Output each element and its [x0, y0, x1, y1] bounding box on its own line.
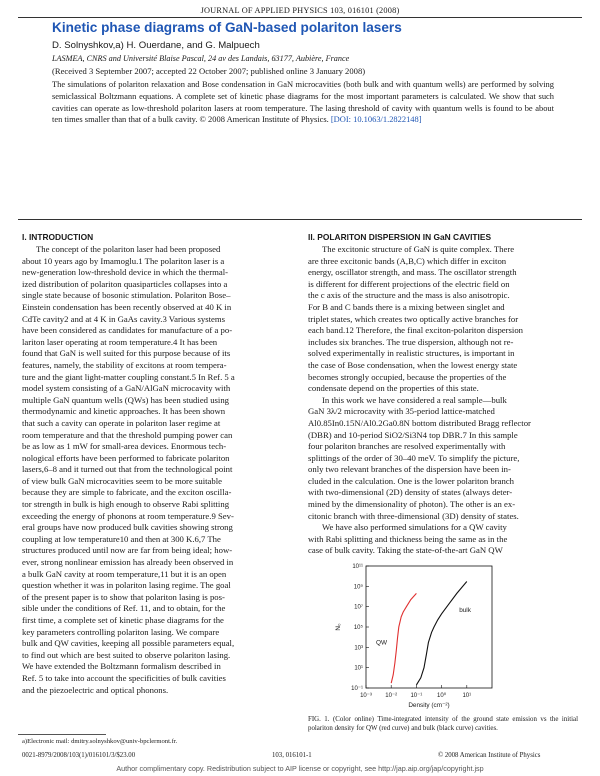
- text-line: new-generation low-threshold device in which the thermal-: [22, 267, 229, 278]
- copyright-bar: Author complimentary copy. Redistribution subject to AIP license or copyright, see http://jap.aip.org/jap/copyright.jsp: [116, 764, 484, 773]
- text-line: CdTe cavity2 and at 4 K in GaAs cavity.3 Various systems: [22, 313, 226, 324]
- text-line: For B and C bands there is a mixing between singlet and: [308, 301, 505, 312]
- text-line: ture and the giant light-matter coupling constant.5 In Ref. 5 a: [22, 371, 235, 382]
- text-line: lariton laser operating at room temperature.4 It has been: [22, 336, 218, 347]
- text-line: We have also performed simulations for a QW cavity: [322, 522, 507, 533]
- text-line: mined by the dimensionality of photon). The other is an ex-: [308, 499, 516, 510]
- text-line: with Rabi splitting and thickness being the same as in the: [308, 533, 508, 544]
- intro-text: [22, 244, 294, 696]
- footer-copyright: © 2008 American Institute of Physics: [438, 752, 541, 759]
- text-line: question whether it was in polariton lasing regime. The goal: [22, 580, 231, 591]
- text-line: nological efforts have been performed to fabricate polariton: [22, 452, 230, 463]
- text-line: condensate depend on the properties of this state.: [308, 383, 479, 394]
- column-right: [308, 244, 580, 557]
- text-line: coupling at low temperature10 and then at 300 K.6,7 The: [22, 533, 221, 544]
- column-left: [22, 244, 294, 696]
- text-line: ized distribution of polariton quasiparticles collapses into a: [22, 278, 228, 289]
- text-line: becomes strongly occupied, because the properties of the: [308, 371, 507, 382]
- x-tick-label: 10⁰: [437, 693, 447, 699]
- series-label-qw: QW: [376, 639, 388, 647]
- text-line: a bulk GaN cavity at room temperature,11 but it is an open: [22, 568, 227, 579]
- text-line: includes six branches. The true dispersion, although not re-: [308, 336, 514, 347]
- text-line: four polariton branches are resolved experimentally with: [308, 441, 506, 452]
- text-line: first time, a complete set of kinetic phase diagrams for the: [22, 615, 224, 625]
- footnote: a)Electronic mail: dmitry.solnyshkov@univ-bpclermont.fr.: [22, 738, 178, 745]
- text-line: each band.12 Therefore, the final exciton-polariton dispersion: [308, 325, 524, 336]
- text-line: eral groups have now produced bulk cavities showing strong: [22, 522, 233, 533]
- text-line: the c axis of the structure and the mass is also anisotropic.: [308, 290, 510, 301]
- text-line: about 10 years ago by Imamoglu.1 The polariton laser is a: [22, 255, 225, 266]
- text-line: key parameters controlling polariton lasing. We compare: [22, 626, 220, 637]
- x-tick-label: 10⁻³: [360, 693, 372, 699]
- text-line: Ref. 5 to take into account the specificities of bulk cavities: [22, 672, 226, 683]
- text-line: be as low as 1 mW for small-area devices. Enormous tech-: [22, 441, 227, 452]
- text-line: In this work we have considered a real sample—bulk: [322, 394, 507, 405]
- text-line: features, namely, the stability of excitons at room tempera-: [22, 359, 227, 370]
- text-line: We have extended the Boltzmann formalism described in: [22, 661, 221, 672]
- section-heading-intro: I. INTRODUCTION: [22, 232, 94, 242]
- text-line: The excitonic structure of GaN is quite complex. There: [322, 244, 515, 254]
- text-line: ever, strong nonlinear emission has already been observed in: [22, 557, 234, 568]
- dispersion-text: [308, 244, 580, 557]
- y-tick-label: 10³: [354, 645, 363, 652]
- text-line: have been considered as candidates for manufacture of a po-: [22, 325, 233, 336]
- text-line: energy, oscillator strength, and mass. The oscillator strength: [308, 267, 517, 278]
- text-line: structures produced until now are far from being ideal; how-: [22, 545, 233, 556]
- text-line: multiple GaN quantum wells (QWs) has been studied using: [22, 394, 230, 405]
- x-tick-label: 10⁻¹: [410, 693, 423, 699]
- received-dates: (Received 3 September 2007; accepted 22 October 2007; published online 3 January 2008): [52, 66, 366, 76]
- series-line-bulk: [416, 582, 466, 685]
- text-line: only two relevant branches of the dispersion have been in-: [308, 464, 511, 475]
- y-tick-label: 10¹: [354, 665, 363, 672]
- text-line: are three excitonic bands (A,B,C) which differ in exciton: [308, 255, 507, 266]
- text-line: with two-dimensional (2D) density of states (always deter-: [308, 487, 513, 498]
- text-line: to find out which are best suited to observe polariton lasing.: [22, 649, 231, 660]
- x-axis-label: Density (cm⁻²): [408, 702, 450, 709]
- text-line: (DBR) and 10-period SiO2/Si3N4 top DBR.7 In this sample: [308, 429, 518, 440]
- figure-1: [314, 556, 574, 710]
- text-line: cluded in the calculation. One is the lower polariton branch: [308, 475, 515, 486]
- plot-frame: [366, 566, 492, 688]
- figure-caption: FIG. 1. (Color online) Time-integrated intensity of the ground state emission vs the initial polariton density for QW (red curve) and bulk (black curve) cavities.: [308, 716, 578, 732]
- text-line: the case of Bose condensation, when the lowest energy state: [308, 359, 518, 370]
- text-line: and the piezoelectric and optical phonons.: [22, 684, 169, 695]
- density-chart: [314, 556, 574, 710]
- x-tick-label: 10⁻²: [385, 693, 398, 699]
- y-tick-label: 10⁷: [354, 604, 363, 611]
- abstract: [52, 79, 554, 126]
- abstract-text: The simulations of polariton relaxation and Bose condensation in GaN microcavities (both bulk and with quantum wells) are performed by solving semiclassical Boltzmann equations. A complete set of kinetic phase diagrams for the most important parameters is calculated. We show that such cavities can operate as low-threshold polariton lasers at room temperature. The lasing threshold of cavity with quantum wells is found to be about ten times smaller than that of a bulk cavity. © 2008 American Institute of Physics.: [52, 79, 554, 125]
- text-line: Al0.85In0.15N/Al0.2Ga0.8N bottom distributed Bragg reflector: [308, 417, 531, 428]
- section-heading-dispersion: II. POLARITON DISPERSION IN GaN CAVITIES: [308, 232, 492, 242]
- article-title: Kinetic phase diagrams of GaN-based polariton lasers: [52, 20, 402, 35]
- x-tick-label: 10¹: [462, 693, 472, 699]
- text-line: found that GaN is well suited for this purpose because of its: [22, 348, 231, 359]
- text-line: exceeding the energy of phonons at room temperature.9 Sev-: [22, 510, 234, 521]
- text-line: citonic branch with three-dimensional (3D) density of states.: [308, 510, 519, 521]
- y-tick-label: 10¹¹: [352, 564, 363, 570]
- affiliation: LASMEA, CNRS and Université Blaise Pascal, 24 av des Landais, 63177, Aubière, France: [52, 54, 350, 63]
- series-line-qw: [391, 593, 416, 683]
- y-axis-label: N₀: [335, 623, 342, 631]
- text-line: sible under the conditions of Ref. 11, and to obtain, for the: [22, 603, 226, 614]
- text-line: triplet states, which creates two optically active branches for: [308, 313, 519, 324]
- y-tick-label: 10⁻¹: [351, 686, 363, 692]
- footnote-rule: [18, 734, 106, 735]
- text-line: of view bulk GaN microcavities seem to be more suitable: [22, 475, 222, 486]
- text-line: solved experimentally in realistic structures, is important in: [308, 348, 515, 359]
- text-line: single state because of bosonic stimulation. Polariton Bose–: [22, 290, 231, 301]
- text-line: Einstein condensation has been recently observed at 40 K in: [22, 301, 232, 312]
- text-line: that such a cavity can operate in polariton laser regime at: [22, 417, 221, 428]
- text-line: case of bulk cavity. Taking the state-of-the-art GaN QW: [308, 545, 503, 556]
- text-line: lasers,6–8 and it turned out that from the technological point: [22, 464, 233, 475]
- text-line: bulk and QW cavities, keeping all possible parameters equal,: [22, 638, 235, 649]
- series-label-bulk: bulk: [459, 606, 471, 614]
- footer-page: 103, 016101-1: [272, 752, 312, 759]
- text-line: tor strength in bulk is high enough to observe Rabi splitting: [22, 499, 230, 510]
- text-line: room temperature and that the threshold pumping power can: [22, 429, 233, 440]
- doi-link[interactable]: [DOI: 10.1063/1.2822148]: [330, 114, 422, 125]
- author-list: D. Solnyshkov,a) H. Ouerdane, and G. Malpuech: [52, 40, 260, 51]
- text-line: model system consisting of a GaN/AlGaN microcavity with: [22, 383, 231, 394]
- text-line: of the present paper is to show that polariton lasing is pos-: [22, 591, 225, 602]
- text-line: because they are simple to fabricate, and the exciton oscilla-: [22, 487, 232, 498]
- y-tick-label: 10⁹: [353, 584, 363, 591]
- y-tick-label: 10⁵: [353, 625, 363, 631]
- running-header: JOURNAL OF APPLIED PHYSICS 103, 016101 (2008): [200, 6, 400, 15]
- text-line: splittings of the order of 30–40 meV. To simplify the picture,: [308, 452, 520, 463]
- text-line: thermodynamic and kinetic approaches. It has been shown: [22, 406, 226, 417]
- text-line: is different for different projections of the electric field on: [308, 278, 510, 289]
- section-rule: [18, 219, 582, 220]
- footer-issn: 0021-8979/2008/103(1)/016101/3/$23.00: [22, 752, 136, 759]
- text-line: The concept of the polariton laser had been proposed: [36, 244, 221, 254]
- text-line: GaN 3λ/2 microcavity with 35-period lattice-matched: [308, 406, 495, 417]
- header-rule: [18, 17, 582, 18]
